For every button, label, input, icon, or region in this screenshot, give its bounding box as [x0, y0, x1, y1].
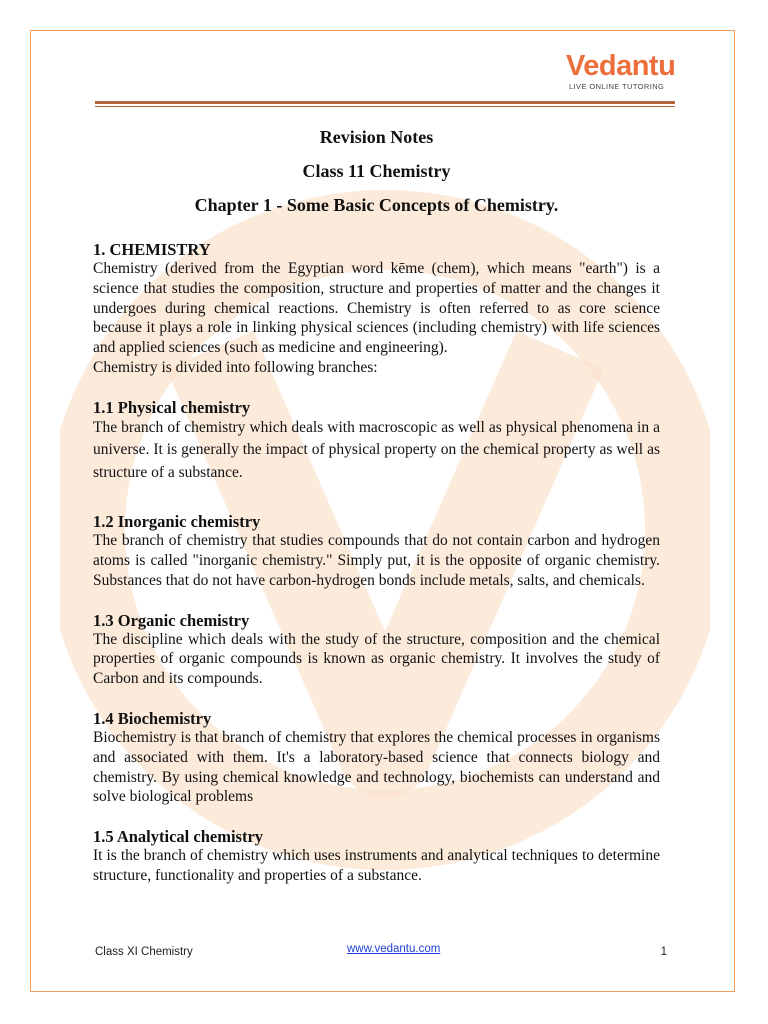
- section-text: The discipline which deals with the study of the structure, composition and the chemical properties of organic compounds is known as organic chemistry. It involves the study of Carbon and its compounds.: [93, 630, 660, 688]
- section-heading: 1. CHEMISTRY: [93, 240, 211, 259]
- section-text: Chemistry (derived from the Egyptian word kēme (chem), which means "earth") is a science that studies the composition, structure and properties of matter and the changes it undergoes during chemical reactions. Chemistry is often referred to as core science because it plays a role in linking physical sciences (including chemistry) with life sciences and applied sciences (such as medicine and engineering).: [93, 260, 660, 357]
- page-number: 1: [660, 946, 667, 958]
- section-analytical-chemistry: [93, 827, 660, 886]
- section-organic-chemistry: [93, 611, 660, 689]
- section-heading: 1.4 Biochemistry: [93, 709, 212, 729]
- section-heading: 1.1 Physical chemistry: [93, 397, 251, 417]
- section-text: Biochemistry is that branch of chemistry that explores the chemical processes in organisms and associated with them. It's a laboratory-based science that connects biology and chemistry. By using chemical knowledge and technology, biochemists can understand and solve biological problems: [93, 729, 660, 806]
- vedantu-logo: [566, 50, 674, 91]
- footer-website-link[interactable]: www.vedantu.com: [347, 943, 441, 955]
- section-physical-chemistry: [93, 398, 660, 485]
- section-inorganic-chemistry: [93, 512, 660, 590]
- section-biochemistry: [93, 709, 660, 807]
- header-rule-thin: [95, 106, 675, 107]
- footer-class-label: Class XI Chemistry: [95, 946, 193, 958]
- section-text: It is the branch of chemistry which uses instruments and analytical techniques to determine structure, functionality and properties of a substance.: [93, 847, 660, 885]
- section-heading: 1.2 Inorganic chemistry: [93, 512, 261, 532]
- section-text: The branch of chemistry that studies compounds that do not contain carbon and hydrogen atoms is called "inorganic chemistry." Simply put, it is the opposite of organic chemistry. Substances that do not have carbon-hydrogen bonds include metals, salts, and chemicals.: [93, 532, 660, 589]
- section-heading: 1.3 Organic chemistry: [93, 610, 250, 630]
- section-chemistry: [93, 240, 660, 378]
- doc-subtitle: Class 11 Chemistry: [302, 161, 451, 181]
- logo-wordmark: Vedantu: [566, 50, 676, 82]
- doc-title: Revision Notes: [319, 127, 434, 147]
- section-note: Chemistry is divided into following branches:: [93, 358, 378, 376]
- chapter-title: Chapter 1 - Some Basic Concepts of Chemistry.: [194, 195, 559, 215]
- section-text: The branch of chemistry which deals with macroscopic as well as physical phenomena in a universe. It is generally the impact of physical property on the chemical property as well as structure of a substance.: [93, 418, 660, 481]
- section-heading: 1.5 Analytical chemistry: [93, 827, 264, 847]
- document-body: [93, 126, 660, 906]
- page-footer: [95, 943, 667, 961]
- header-rule-thick: [95, 101, 675, 104]
- logo-tagline: LIVE ONLINE TUTORING: [569, 82, 665, 91]
